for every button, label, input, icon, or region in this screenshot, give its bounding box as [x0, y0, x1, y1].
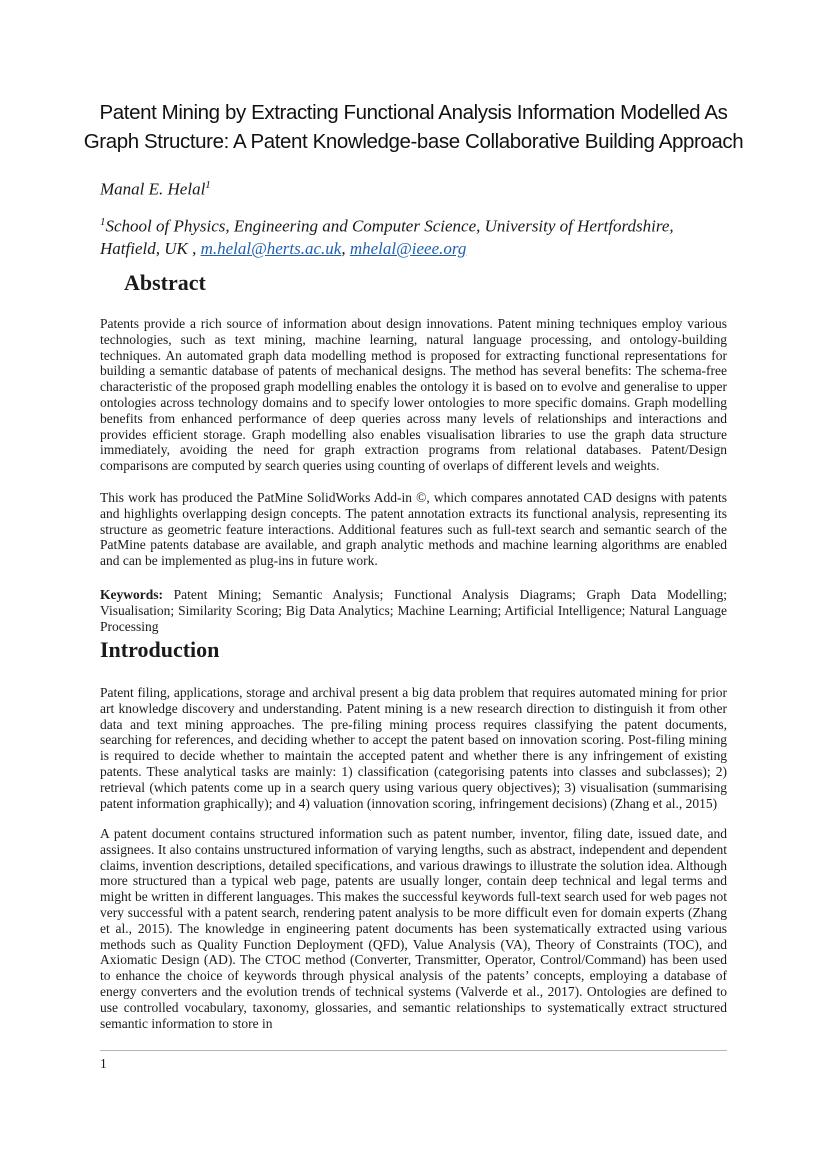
- title-line-2: Graph Structure: A Patent Knowledge-base Collaborative Building Approach: [83, 130, 744, 153]
- introduction-paragraph-1: Patent filing, applications, storage and archival present a big data problem that requires automated mining for prior art knowledge discovery and understanding. Patent mining is a new research direction to distinguish it from other data and text mining approaches. The pre-filing mining process requires classifying the patent documents, searching for references, and deciding whether to accept the patent based on innovation scoring. Post-filing mining is required to decide whether to maintain the accepted patent and whether there is any infringement of existing patents. These analytical tasks are mainly: 1) classification (categorising patents into classes and subclasses); 2) retrieval (which patents come up in a search query using various query objectives); 3) visualisation (summarising patent information graphically); and 4) valuation (innovation scoring, infringement decisions) (Zhang et al., 2015): [100, 685, 727, 811]
- affiliation-institution: School of Physics, Engineering and Computer Science, University of Hertfordshire,: [105, 216, 674, 236]
- introduction-heading: Introduction: [100, 637, 220, 662]
- email-link-ieee[interactable]: mhelal@ieee.org: [349, 238, 467, 258]
- introduction-paragraph-2: A patent document contains structured information such as patent number, inventor, filing date, issued date, and assignees. It also contains unstructured information of varying lengths, such as abstract, independent and dependent claims, invention descriptions, detailed specifications, and various drawings to illustrate the solution idea. Although more structured than a typical web page, patents are usually longer, contain deep technical and legal terms and might be written in different languages. This makes the successful keywords full-text search used for web pages not very successful with a patent search, rendering patent analysis to be more difficult even for domain experts (Zhang et al., 2015). The knowledge in engineering patent documents has been systematically extracted using various methods such as Quality Function Deployment (QFD), Value Analysis (VA), Theory of Constraints (TOC), and Axiomatic Design (AD). The CTOC method (Converter, Transmitter, Operator, Control/Command) has been used to enhance the choice of keywords through physical analysis of the patents’ concepts, employing a database of energy converters and the evolution trends of technical systems (Valverde et al., 2017). Ontologies are defined to use controlled vocabulary, taxonomy, glossaries, and semantic relationships to systematically extract structured semantic information to store in: [100, 826, 727, 1031]
- title-line-1: Patent Mining by Extracting Functional Analysis Information Modelled As: [99, 101, 728, 124]
- abstract-paragraph-1: Patents provide a rich source of information about design innovations. Patent mining techniques employ various technologies, such as text mining, machine learning, natural language processing, and ontology-building techniques. An automated graph data modelling method is proposed for extracting functional representations for building a semantic database of patents of mechanical designs. The method has several benefits: The schema-free characteristic of the proposed graph modelling enables the ontology it is based on to evolve and generalise to upper ontologies across technology domains and to specify lower ontologies to more specific domains. Graph modelling benefits from enhanced performance of deep queries across many levels of relationships and interactions and provides efficient storage. Graph modelling also enables visualisation libraries to use the graph data structure immediately, avoiding the need for graph extraction programs from relational databases. Patent/Design comparisons are computed by search queries using counting of overlaps of different levels and weights.: [100, 316, 727, 474]
- abstract-heading: Abstract: [124, 270, 206, 295]
- paper-title: [60, 98, 767, 156]
- author-name: Manal E. Helal: [100, 179, 206, 199]
- email-link-herts[interactable]: m.helal@herts.ac.uk: [200, 238, 342, 258]
- affiliation-location: Hatfield, UK ,: [100, 238, 201, 258]
- author-line: [100, 175, 211, 200]
- abstract-paragraph-2: This work has produced the PatMine SolidWorks Add-in ©, which compares annotated CAD designs with patents and highlights overlapping design concepts. The patent annotation extracts its functional analysis, representing its structure as geometric feature interactions. Additional features such as full-text search and semantic search of the PatMine patents database are available, and graph analytic methods and machine learning algorithms are enabled and can be implemented as plug-ins in future work.: [100, 490, 727, 569]
- keywords-text: Patent Mining; Semantic Analysis; Functional Analysis Diagrams; Graph Data Modelling; Visualisation; Similarity Scoring; Big Data Analytics; Machine Learning; Artificial Intelligence; Natural Language Processing: [100, 587, 727, 634]
- affiliation-line-2: [100, 238, 740, 260]
- keywords-paragraph: [100, 587, 727, 634]
- affiliation-line-1: [100, 211, 740, 238]
- affiliation-marker: 1: [100, 216, 106, 228]
- author-affiliation-marker: 1: [205, 179, 211, 191]
- email-separator: ,: [341, 238, 350, 258]
- keywords-label: Keywords:: [100, 587, 163, 602]
- footer-rule: [100, 1050, 727, 1051]
- affiliation: [100, 211, 740, 260]
- page-number: 1: [100, 1056, 107, 1071]
